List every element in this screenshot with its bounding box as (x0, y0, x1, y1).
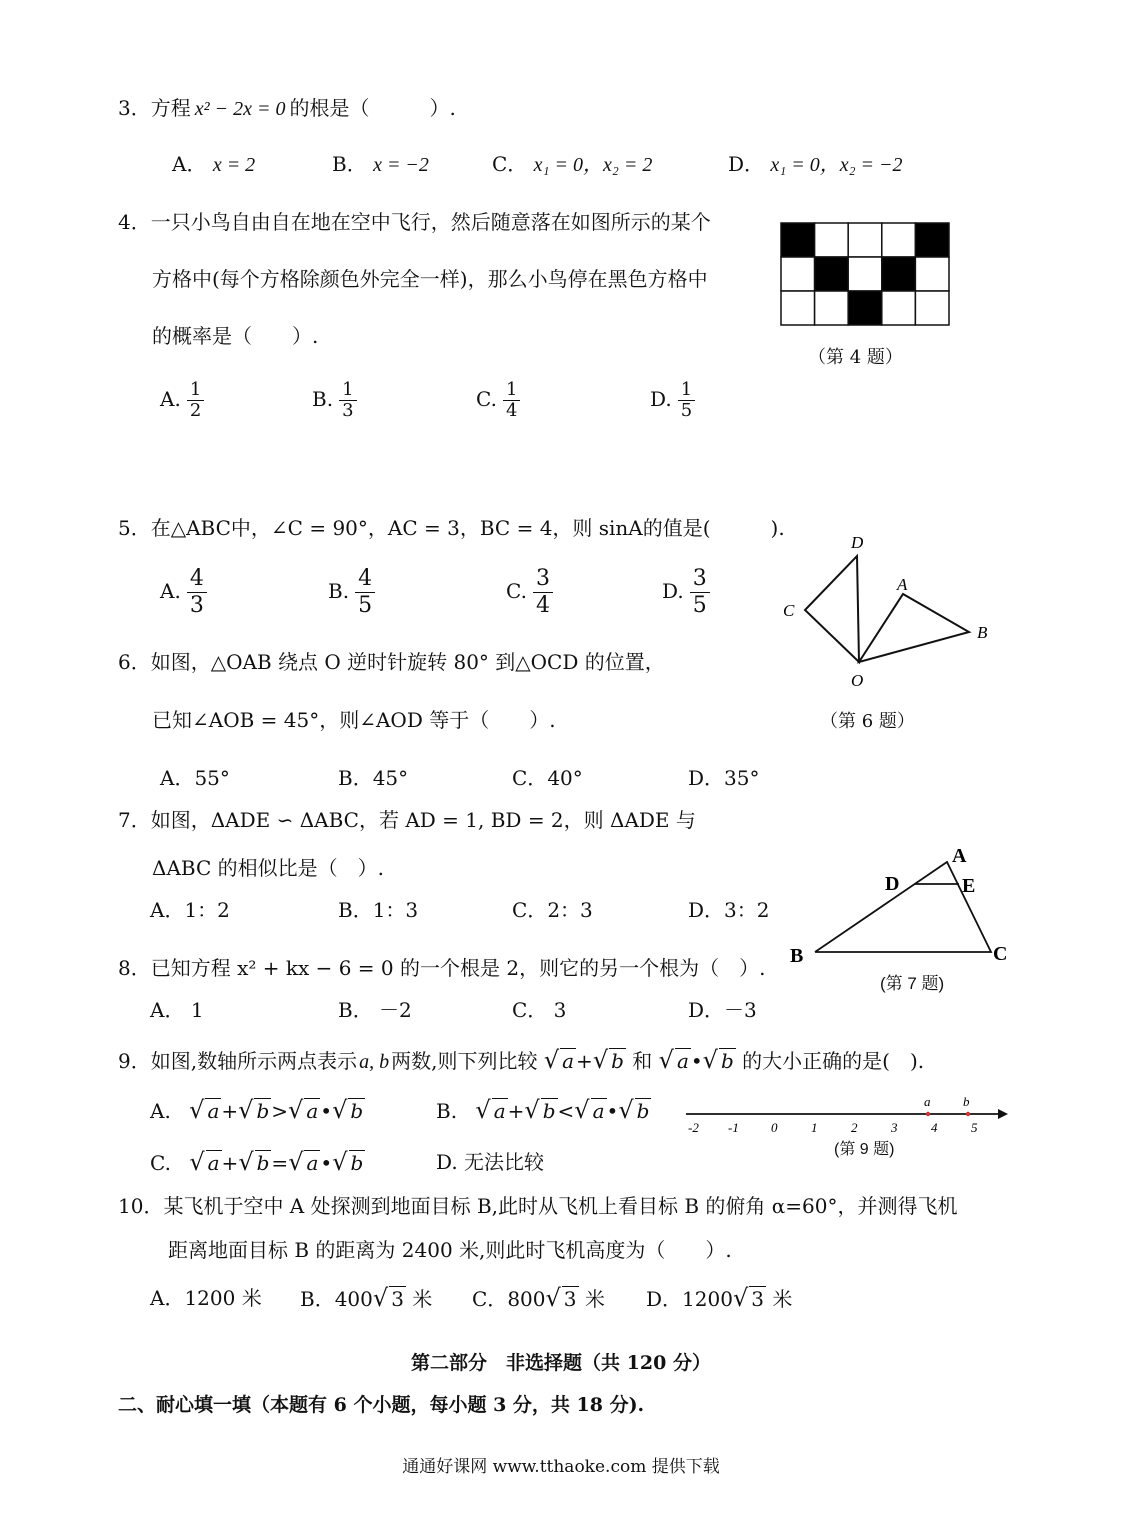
q5-option-c: C. $\frac{3}{4}$ (506, 566, 553, 619)
q5-stem: 5．在△ABC中，∠C = 90°，AC = 3，BC = 4，则 sinA的值是( ). (118, 516, 785, 540)
grid-cell-white (882, 291, 916, 325)
q8-option-a: A． 1 (150, 998, 204, 1022)
tick-label: 4 (931, 1120, 938, 1135)
grid-cell-black (882, 257, 916, 291)
q7-option-d: D．3：2 (688, 898, 770, 922)
label-c: C (783, 601, 795, 620)
q8-option-d: D．－3 (688, 998, 757, 1022)
grid-cell-white (781, 257, 815, 291)
q4-option-a: A. $\frac{1}{2}$ (160, 380, 204, 421)
tick-label: 1 (811, 1120, 818, 1135)
q3-option-a: A． x = 2 (172, 152, 256, 176)
q3-option-b: B． x = −2 (332, 152, 429, 176)
grid-cell-white (848, 223, 882, 257)
q4-line-2: 方格中(每个方格除颜色外完全一样)，那么小鸟停在黑色方格中 (152, 267, 708, 291)
label-o: O (851, 671, 864, 690)
q9-option-a: A. √ a +√ b >√ a •√ b (150, 1096, 364, 1124)
footer-watermark: 通通好课网 www.tthaoke.com 提供下载 (402, 1457, 720, 1477)
q7-option-c: C．2：3 (512, 898, 593, 922)
q7-line-2: ΔABC 的相似比是（ ）. (152, 856, 384, 880)
grid-cell-black (848, 291, 882, 325)
grid-cell-white (882, 223, 916, 257)
grid-cell-white (815, 291, 849, 325)
grid-cell-white (815, 223, 849, 257)
q6-option-a: A．55° (160, 766, 230, 790)
q10-option-c: C．800√ 3 米 (472, 1284, 605, 1312)
q7-figure (785, 842, 1020, 970)
tick-label: -1 (728, 1120, 739, 1135)
q7-line-1: 7．如图，ΔADE ∽ ΔABC，若 AD = 1, BD = 2，则 ΔADE 与 (118, 808, 696, 832)
grid-cell-white (848, 257, 882, 291)
q8-stem: 8．已知方程 x² + kx − 6 = 0 的一个根是 2，则它的另一个根为（ ）. (118, 956, 766, 980)
tick-label: 2 (851, 1120, 858, 1135)
label-a: A (897, 575, 908, 594)
q5-option-d: D. $\frac{3}{5}$ (662, 566, 710, 619)
q9-caption: (第 9 题) (834, 1141, 895, 1158)
q9-option-c: C. √ a +√ b =√ a •√ b (150, 1148, 364, 1176)
label-d: D (885, 873, 900, 895)
q5-option-a: A. $\frac{4}{3}$ (160, 566, 207, 619)
q8-option-c: C． 3 (512, 998, 567, 1022)
q4-option-c: C. $\frac{1}{4}$ (476, 380, 520, 421)
q3-option-c: C． x₁ = 0，x₂ = 2 (492, 152, 653, 176)
grid-cell-black (815, 257, 849, 291)
q10-option-a: A．1200 米 (150, 1286, 262, 1310)
grid-cell-white (781, 291, 815, 325)
q4-grid-figure (780, 222, 952, 332)
point-a (926, 1112, 930, 1116)
q9-stem: 9．如图,数轴所示两点表示 a, b 两数,则下列比较 √ a +√ b 和 √ a •√ b 的大小正确的是( ). (118, 1046, 925, 1074)
q6-option-c: C．40° (512, 766, 583, 790)
section2-title: 二、耐心填一填（本题有 6 个小题，每小题 3 分，共 18 分). (118, 1394, 645, 1416)
q6-figure (775, 528, 1005, 698)
q10-line-1: 10．某飞机于空中 A 处探测到地面目标 B,此时从飞机上看目标 B 的俯角 α=60°，并测得飞机 (118, 1194, 958, 1218)
q3-option-d: D． x₁ = 0，x₂ = −2 (728, 152, 903, 176)
label-c: C (993, 943, 1008, 965)
q6-line-2: 已知∠AOB = 45°，则∠AOD 等于（ ）. (152, 708, 556, 732)
grid-cell-black (915, 223, 949, 257)
triangle-oab (859, 594, 969, 662)
part2-title: 第二部分 非选择题（共 120 分） (411, 1352, 711, 1374)
q3-equation: x² − 2x = 0 (194, 98, 286, 120)
q6-option-b: B．45° (338, 766, 409, 790)
q7-option-a: A．1：2 (150, 898, 230, 922)
triangle-ocd (805, 556, 859, 662)
q10-option-b: B．400√ 3 米 (300, 1284, 433, 1312)
q4-option-b: B. $\frac{1}{3}$ (312, 380, 357, 421)
point-b (966, 1112, 970, 1116)
grid-cell-white (915, 291, 949, 325)
label-a: A (952, 845, 967, 867)
q9-option-d: D. 无法比较 (436, 1150, 545, 1174)
q3-stem: 3．方程 x² − 2x = 0 的根是（ ）. (118, 96, 456, 120)
label-b: B (790, 945, 804, 967)
grid-cell-black (781, 223, 815, 257)
q6-caption: （第 6 题） (820, 711, 915, 732)
label-e: E (962, 875, 976, 897)
tick-label: 3 (891, 1120, 898, 1135)
tick-label: 0 (771, 1120, 778, 1135)
q6-option-d: D．35° (688, 766, 760, 790)
point-b-label: b (963, 1094, 970, 1109)
grid-cell-white (915, 257, 949, 291)
tick-label: 5 (971, 1120, 978, 1135)
q4-line-1: 4．一只小鸟自由自在地在空中飞行，然后随意落在如图所示的某个 (118, 210, 711, 234)
q5-option-b: B. $\frac{4}{5}$ (328, 566, 375, 619)
tick-label: -2 (688, 1120, 699, 1135)
q4-line-3: 的概率是（ ）. (152, 324, 319, 348)
q6-line-1: 6．如图，△OAB 绕点 O 逆时针旋转 80° 到△OCD 的位置， (118, 650, 665, 674)
q10-line-2: 距离地面目标 B 的距离为 2400 米,则此时飞机高度为（ ）. (168, 1238, 732, 1262)
q8-option-b: B． －2 (338, 998, 412, 1022)
q9-option-b: B. √ a +√ b <√ a •√ b (436, 1096, 650, 1124)
label-b: B (977, 623, 988, 642)
q10-option-d: D．1200√ 3 米 (646, 1284, 793, 1312)
q7-caption: (第 7 题) (880, 974, 945, 993)
q7-option-b: B．1：3 (338, 898, 419, 922)
q4-option-d: D. $\frac{1}{5}$ (650, 380, 695, 421)
label-d: D (851, 533, 864, 552)
q9-number-line (682, 1088, 1012, 1138)
q4-caption: （第 4 题） (808, 347, 903, 368)
point-a-label: a (924, 1094, 931, 1109)
